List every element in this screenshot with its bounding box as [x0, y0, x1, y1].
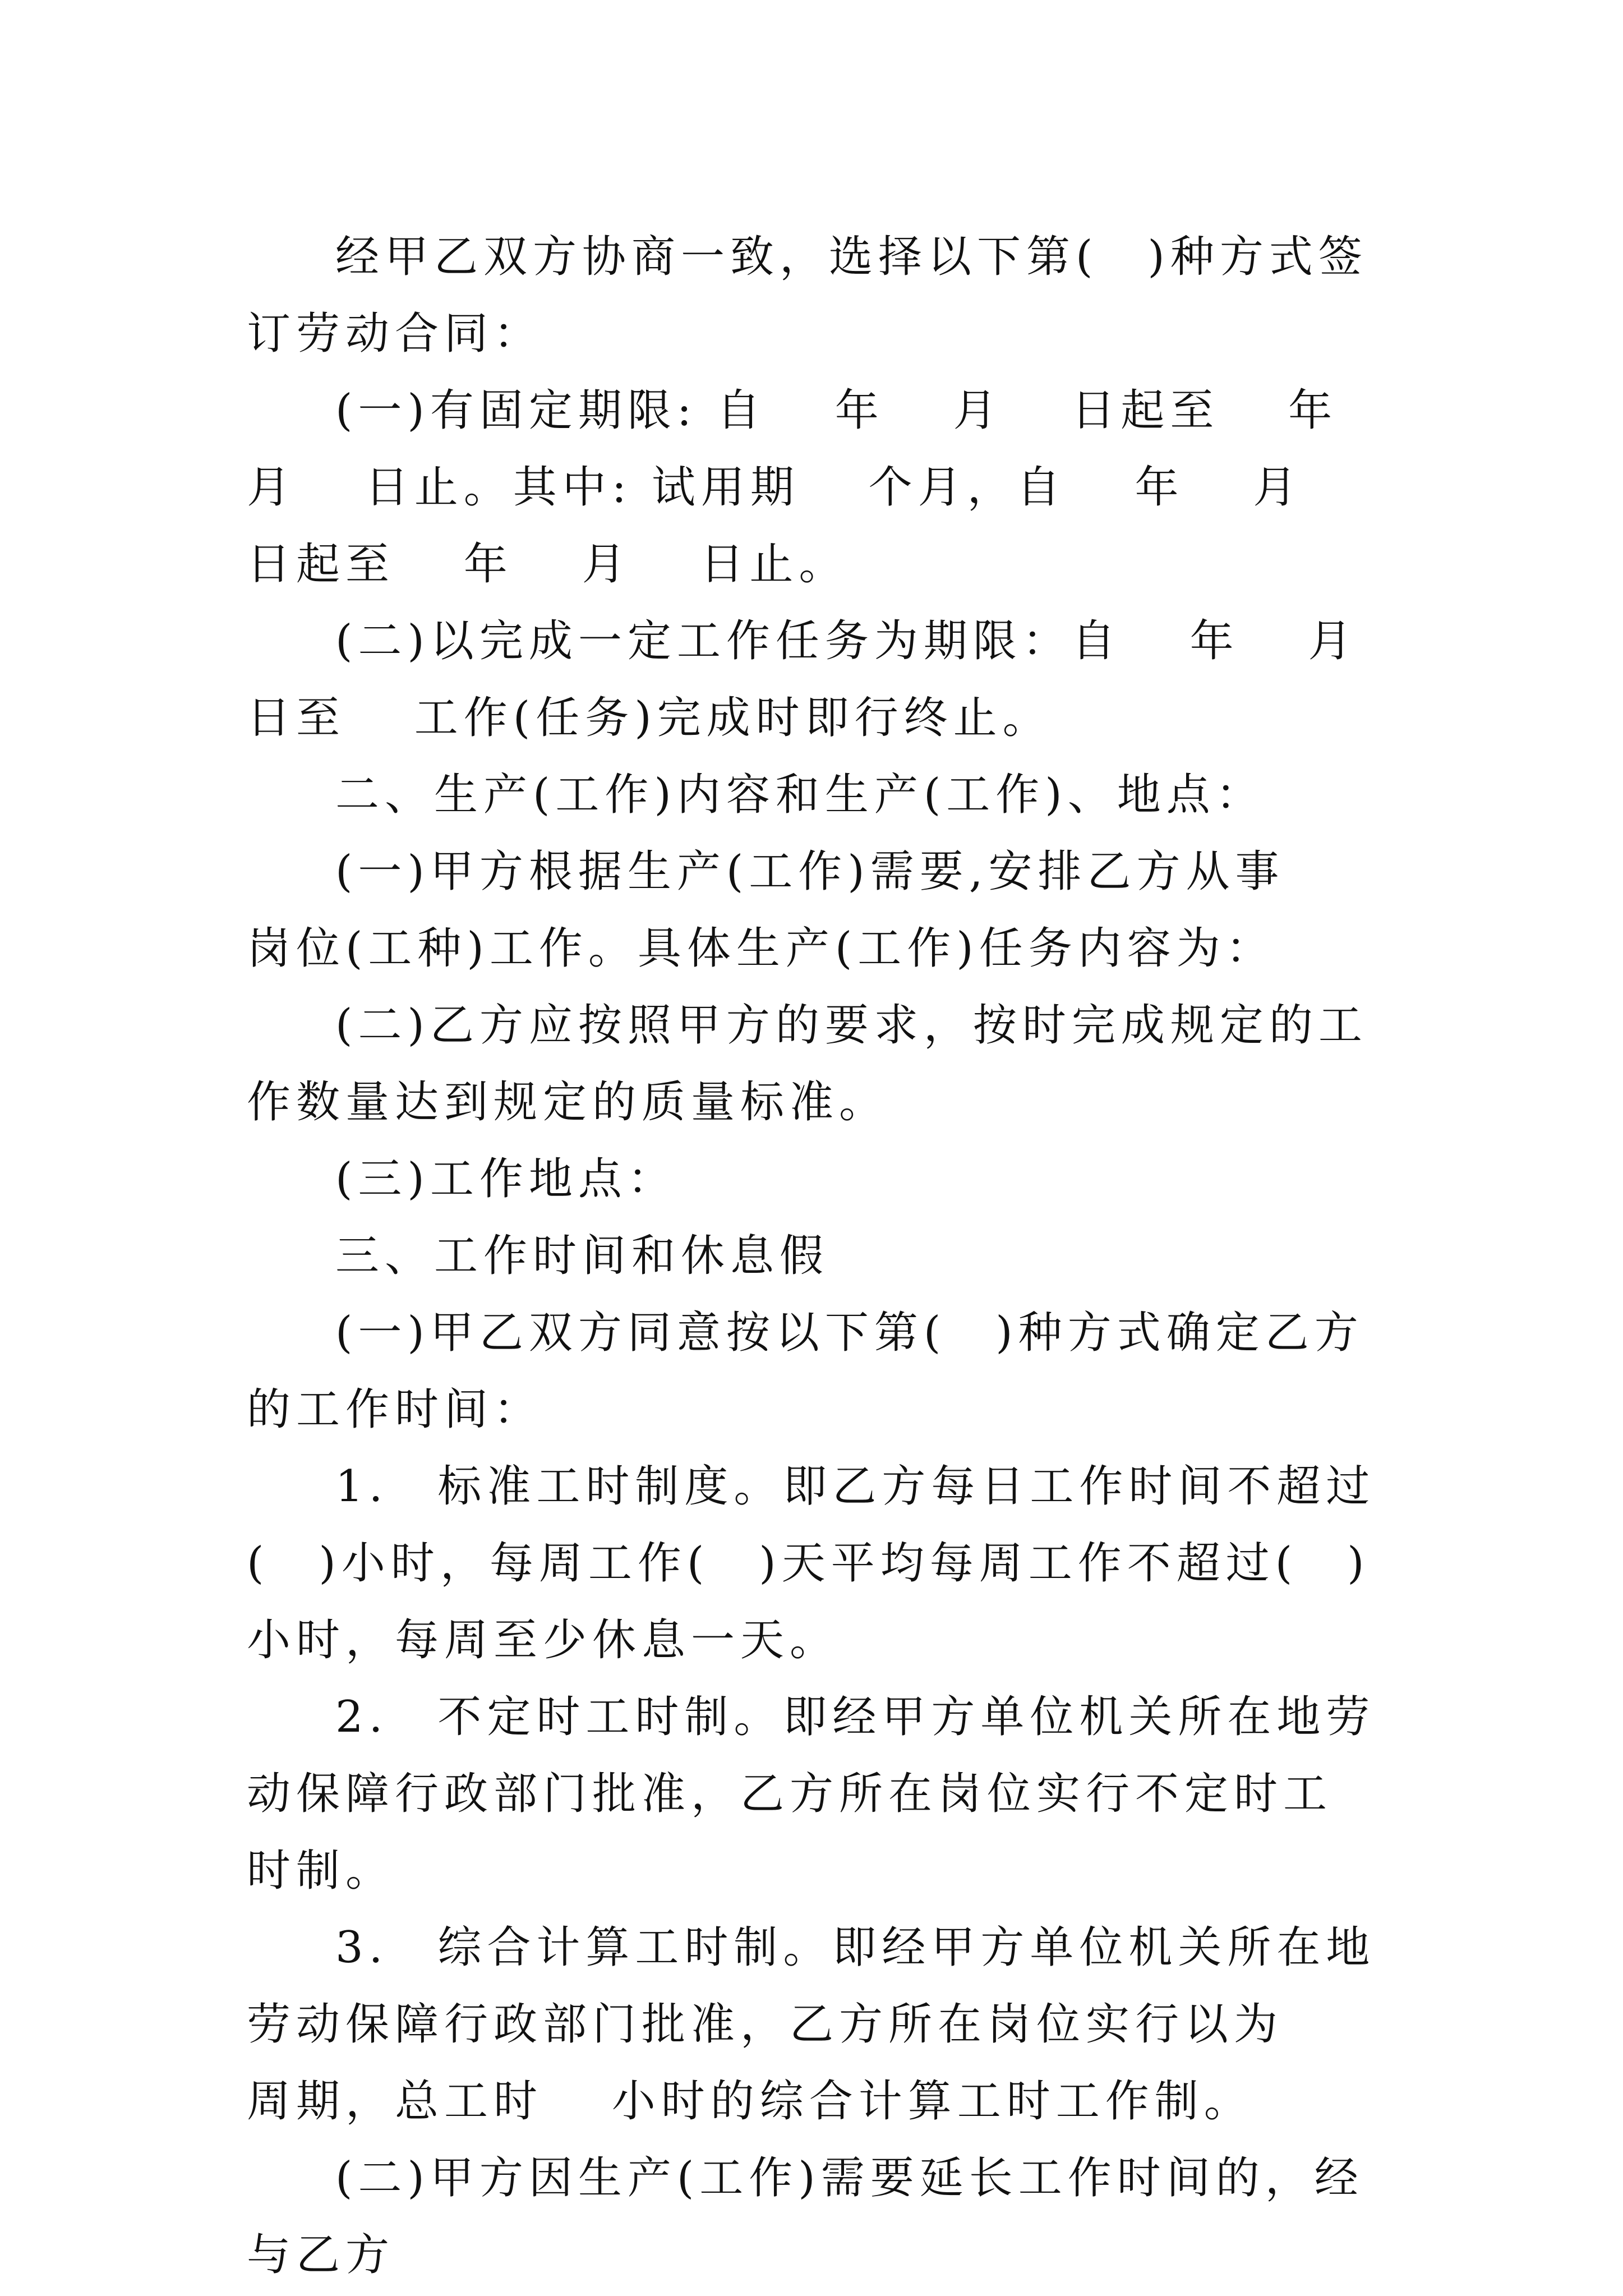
paragraph-hours-method: (一)甲乙双方同意按以下第( )种方式确定乙方的工作时间：	[247, 1308, 1364, 1435]
section-heading-work-content: 二、生产(工作)内容和生产(工作)、地点：	[335, 770, 1265, 820]
paragraph-job-position: (一)甲方根据生产(工作)需要,安排乙方从事 岗位(工种)工作。具体生产(工作)任务内容为：	[247, 846, 1354, 974]
document-body	[247, 219, 1427, 2294]
paragraph-flexible-hours: 2. 不定时工时制。即经甲方单位机关所在地劳动保障行政部门批准，乙方所在岗位实行不定时工时制。	[247, 1692, 1376, 1896]
paragraph-comprehensive-hours: 3. 综合计算工时制。即经甲方单位机关所在地劳动保障行政部门批准，乙方所在岗位实行以为 周期，总工时 小时的综合计算工时工作制。	[247, 1922, 1376, 2127]
paragraph-fixed-term: (一)有固定期限: 自 年 月 日起至 年 月 日止。其中: 试用期 个月，自 年 月 日起至 年 月 日止。	[247, 385, 1407, 590]
paragraph-task-term: (二)以完成一定工作任务为期限：自 年 月 日至 工作(任务)完成时即行终止。	[247, 616, 1427, 743]
paragraph-work-location: (三)工作地点：	[335, 1154, 677, 1204]
paragraph-contract-method: 经甲乙双方协商一致，选择以下第( )种方式签订劳动合同：	[247, 232, 1368, 359]
paragraph-standard-hours: 1. 标准工时制度。即乙方每日工作时间不超过( )小时，每周工作( )天平均每周工作不超过( )小时，每周至少休息一天。	[247, 1461, 1376, 1665]
paragraph-overtime: (二)甲方因生产(工作)需要延长工作时间的，经与乙方	[247, 2153, 1364, 2280]
section-heading-work-hours: 三、工作时间和休息假	[335, 1231, 829, 1281]
paragraph-work-quality: (二)乙方应按照甲方的要求，按时完成规定的工作数量达到规定的质量标准。	[247, 1000, 1368, 1128]
